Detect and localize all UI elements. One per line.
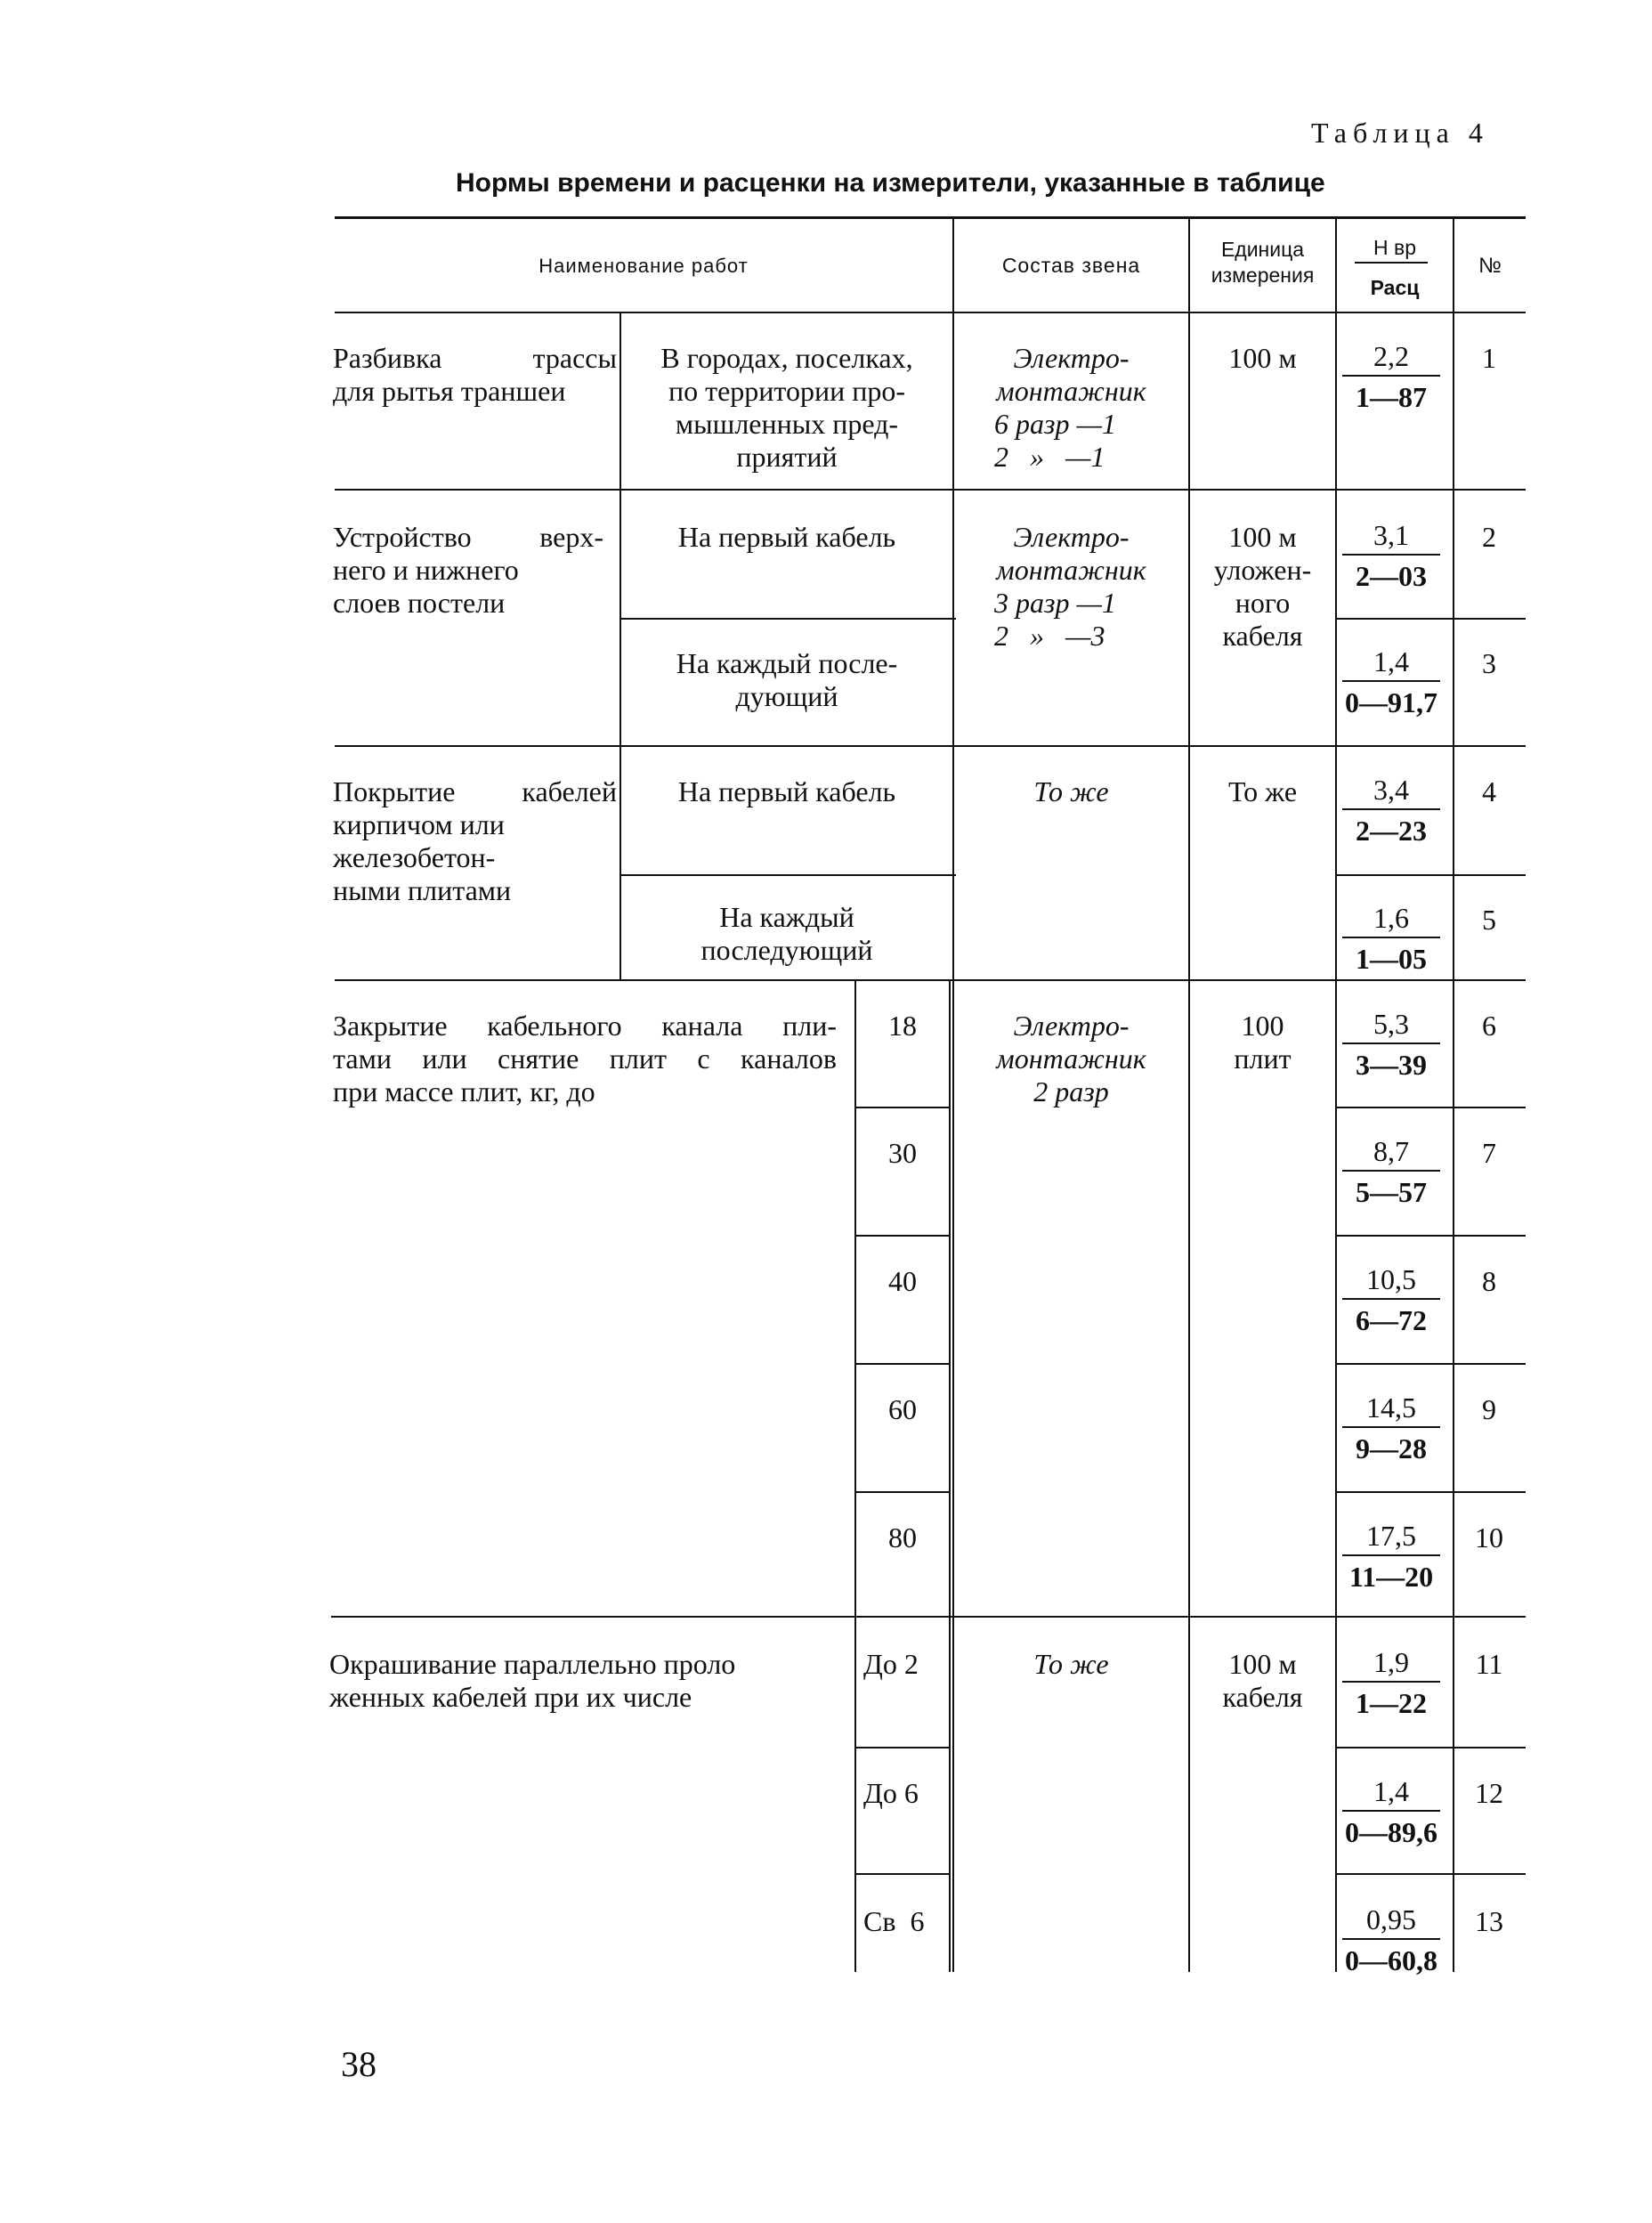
fraction-bar [1342,1810,1440,1812]
work-condition-line: На первый кабель [677,521,896,553]
crew-line: 2 » —1 [994,441,1105,473]
unit-line: кабеля [1222,1681,1303,1713]
price-rate: 1—05 [1356,943,1427,975]
price-rate: 2—03 [1356,560,1427,592]
unit-line: 100 м [1228,1648,1297,1680]
fraction-bar [1342,1426,1440,1428]
time-norm: 1,6 [1373,902,1409,934]
norm-fraction [1342,1262,1440,1337]
time-norm: 1,4 [1373,645,1409,677]
mass-value: 40 [888,1265,917,1297]
norm-fraction [1342,1645,1440,1720]
work-name-line [333,1010,837,1043]
crew-line: монтажник [996,554,1146,586]
unit-line: уложен- [1213,554,1312,586]
work-condition-line: На первый кабель [677,775,896,807]
header-name: Наименование работ [539,255,749,277]
time-norm: 17,5 [1366,1520,1416,1552]
price-rate: 0—60,8 [1345,1944,1437,1976]
work-name-word: Разбивка [333,342,442,374]
mass-value: 30 [888,1137,917,1169]
work-name-line: железобетон- [333,841,496,873]
work-name-word: или [422,1043,467,1075]
unit-line: 100 [1241,1010,1284,1042]
row-number: 11 [1475,1648,1503,1680]
work-name-line: ными плитами [333,874,512,906]
cable-count: До 6 [863,1777,919,1809]
time-norm: 3,1 [1373,519,1409,551]
page-number: 38 [341,2044,377,2084]
crew-line: монтажник [996,1043,1146,1075]
unit-line: плит [1234,1043,1292,1075]
crew-line: 2 разр [1033,1075,1109,1107]
price-rate: 0—89,6 [1345,1816,1437,1848]
crew-line: 2 » —3 [994,620,1105,652]
work-name-word: Закрытие [333,1010,448,1042]
time-norm: 2,2 [1373,340,1409,372]
price-rate: 9—28 [1356,1432,1427,1464]
fraction-bar [1342,375,1440,377]
time-norm: 8,7 [1373,1135,1409,1167]
price-rate: 6—72 [1356,1304,1427,1336]
crew-line: То же [1033,775,1109,807]
fraction-bar [1342,1298,1440,1300]
price-rate: 5—57 [1356,1176,1427,1208]
work-condition-line: дующий [735,680,838,712]
table-label: Таблица 4 [1311,117,1489,149]
work-name-line: него и нижнего [333,554,519,586]
norm-fraction [1342,1391,1440,1465]
time-norm: 10,5 [1366,1263,1416,1295]
fraction-bar [1342,680,1440,682]
price-rate: 1—87 [1356,381,1427,413]
crew-line: 6 разр —1 [994,408,1116,440]
norm-fraction [1342,518,1440,593]
work-name-word: плит [609,1043,667,1075]
header-norm-price: Расц [1370,276,1420,299]
norm-fraction [1342,773,1440,848]
unit-line: То же [1227,775,1298,807]
price-rate: 0—91,7 [1345,686,1437,718]
work-name-line [333,1043,837,1075]
fraction-bar [1342,1554,1440,1556]
time-norm: 3,4 [1373,774,1409,806]
price-rate: 11—20 [1348,1561,1434,1593]
norm-fraction [1342,645,1440,719]
cable-count: До 2 [863,1648,919,1680]
header-crew: Состав звена [1001,254,1141,277]
time-norm: 5,3 [1373,1008,1409,1040]
norm-fraction [1342,1903,1440,1977]
header-norm-time: Н вр [1373,236,1416,259]
header-unit-line2: измерения [1211,264,1315,287]
work-condition-line: На каждый [719,901,854,933]
work-name-word: снятие [498,1043,579,1075]
crew-line: Электро- [1013,1010,1130,1042]
work-condition-line: мышленных пред- [675,408,899,440]
work-name-word: тами [333,1043,392,1075]
row-number: 4 [1482,775,1496,807]
work-name-word: канала [661,1010,743,1042]
unit-line: 100 м [1228,342,1297,374]
work-name-word: кабельного [487,1010,622,1042]
row-number: 7 [1482,1137,1496,1169]
cable-count: Св 6 [863,1905,925,1937]
norm-fraction [1342,901,1440,976]
crew-line: монтажник [996,375,1146,407]
table-title: Нормы времени и расценки на измерители, указанные в таблице [456,168,1325,198]
mass-value: 18 [888,1010,917,1042]
work-condition-line: по территории про- [668,375,906,407]
work-condition-line: На каждый после- [676,647,898,679]
unit-line: ного [1235,587,1291,619]
work-condition-line: В городах, поселках, [660,342,913,374]
row-number: 3 [1482,647,1496,679]
row-number: 9 [1482,1393,1496,1425]
work-name-line: для рытья траншеи [333,375,566,407]
work-name-line: при массе плит, кг, до [333,1075,595,1107]
work-name-word: Устройство [333,521,472,553]
work-name-line: Окрашивание параллельно проло [329,1648,736,1680]
crew-line: Электро- [1013,342,1130,374]
work-name-word: Покрытие [333,775,456,807]
work-name-line: женных кабелей при их числе [329,1681,692,1713]
work-name-line [333,775,617,808]
norm-fraction [1342,1774,1440,1849]
fraction-bar [1342,1681,1440,1683]
mass-value: 80 [888,1521,917,1554]
row-number: 5 [1482,904,1496,936]
time-norm: 1,4 [1373,1775,1409,1807]
unit-line: кабеля [1222,620,1303,652]
fraction-bar [1342,554,1440,556]
header-unit-line1: Единица [1220,238,1305,261]
fraction-bar [1342,1043,1440,1044]
crew-line: Электро- [1013,521,1130,553]
row-number: 8 [1482,1265,1496,1297]
row-number: 13 [1475,1905,1503,1937]
work-name-word: пли- [782,1010,837,1042]
fraction-bar [1342,1170,1440,1172]
price-rate: 2—23 [1356,815,1427,847]
fraction-bar [1342,1938,1440,1940]
row-number: 2 [1482,521,1496,553]
fraction-bar [1342,937,1440,938]
work-name-line [333,521,603,554]
time-norm: 0,95 [1366,1903,1416,1935]
row-number: 12 [1475,1777,1503,1809]
work-name-word: верх- [539,521,603,553]
unit-line: 100 м [1228,521,1297,553]
norm-fraction [1342,1519,1440,1594]
time-norm: 1,9 [1373,1646,1409,1678]
work-name-word: с [697,1043,710,1075]
fraction-bar [1342,808,1440,810]
mass-value: 60 [888,1393,917,1425]
time-norm: 14,5 [1366,1391,1416,1424]
norm-fraction [1342,1134,1440,1209]
work-condition-line: приятий [736,441,838,473]
work-name-word: трассы [532,342,617,374]
work-name-line: слоев постели [333,587,506,619]
row-number: 1 [1482,342,1496,374]
work-name-word: кабелей [522,775,617,807]
work-name-word: каналов [741,1043,837,1075]
row-number: 10 [1475,1521,1503,1554]
norm-fraction [1342,1007,1440,1082]
row-number: 6 [1482,1010,1496,1042]
price-rate: 3—39 [1356,1049,1427,1081]
header-no: № [1478,254,1502,278]
norm-fraction [1342,339,1440,414]
work-name-line: кирпичом или [333,808,505,840]
work-name-line [333,342,617,375]
work-condition-line: последующий [700,934,873,966]
header-norm-bar [1355,262,1428,264]
price-rate: 1—22 [1356,1687,1427,1719]
crew-line: То же [1033,1648,1109,1680]
crew-line: 3 разр —1 [994,587,1116,619]
